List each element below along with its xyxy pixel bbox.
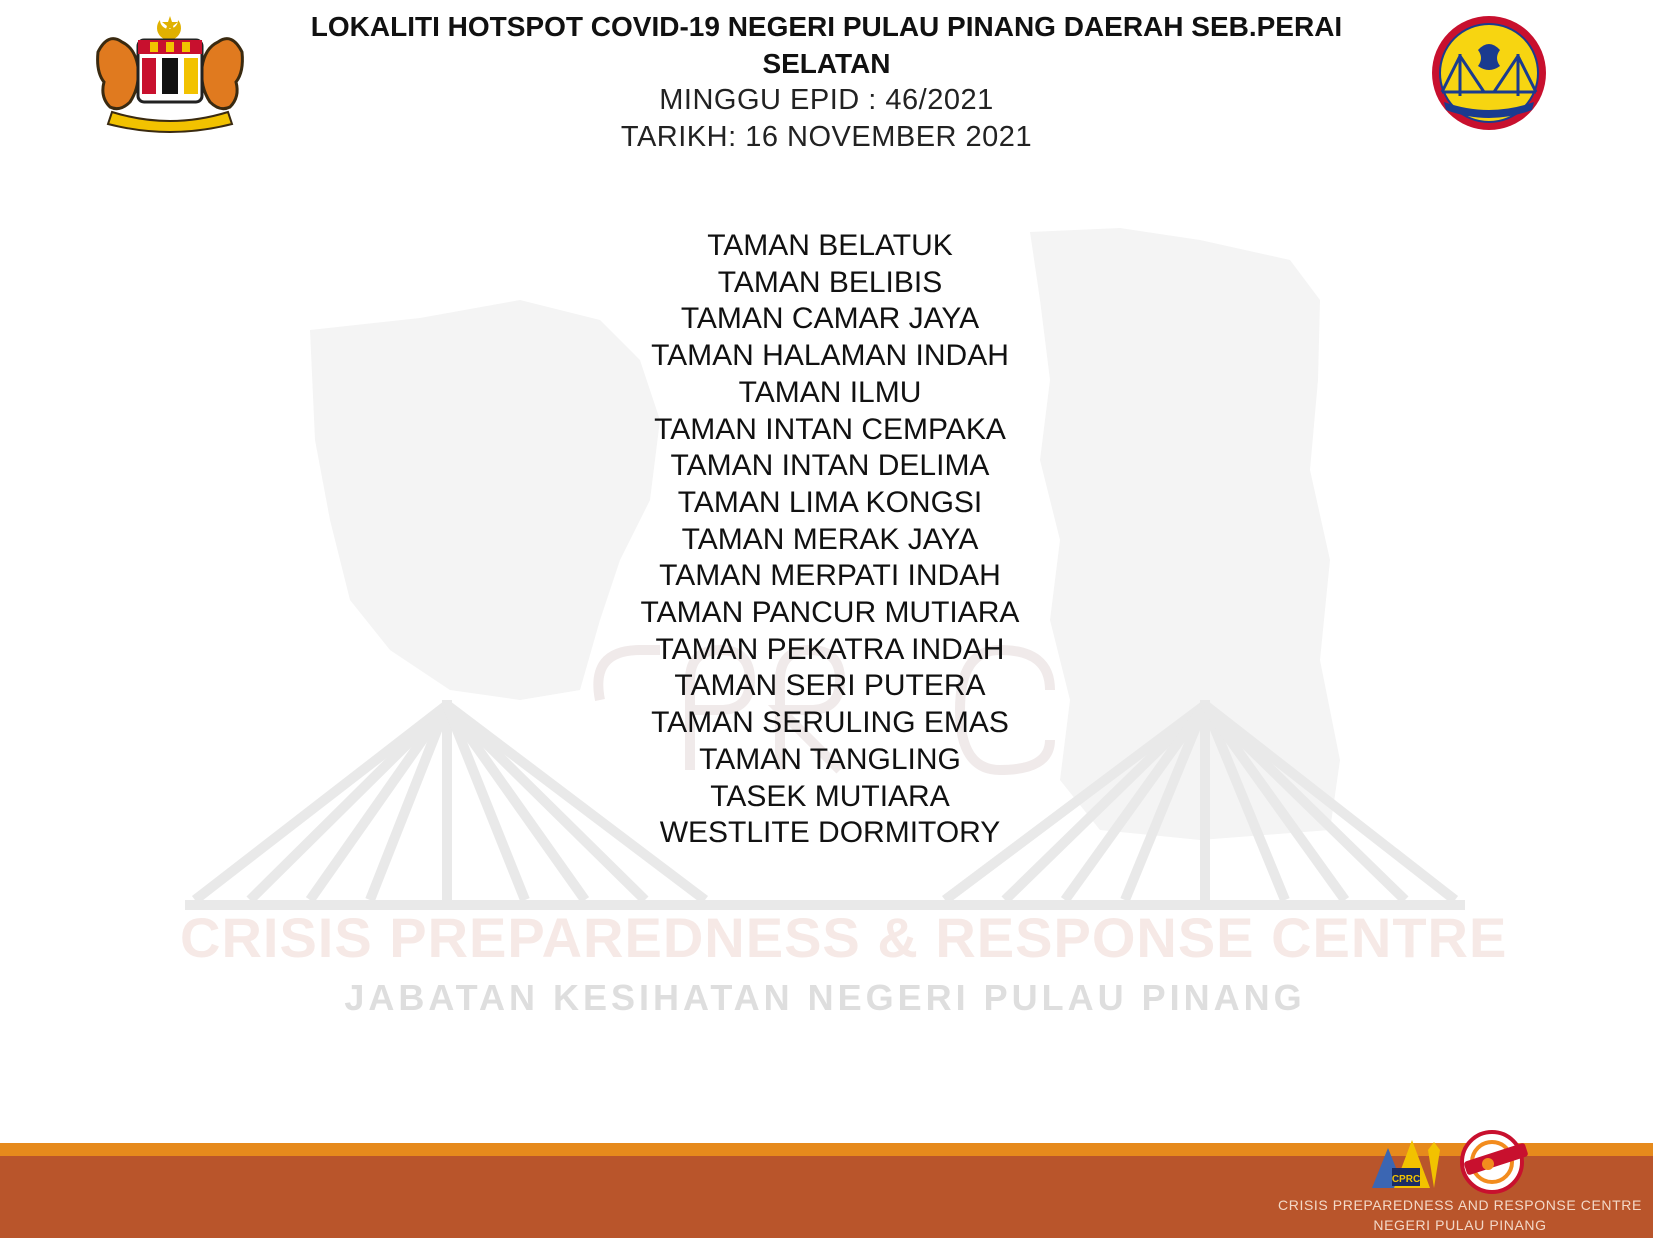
list-item: TASEK MUTIARA — [710, 779, 950, 813]
list-item: WESTLITE DORMITORY — [659, 816, 1001, 850]
watermark-subtitle: JABATAN KESIHATAN NEGERI PULAU PINANG — [344, 977, 1306, 1018]
list-item: TAMAN SERI PUTERA — [674, 669, 986, 703]
list-item: TAMAN INTAN DELIMA — [670, 449, 990, 483]
penang-emblem-logo — [1428, 14, 1550, 132]
list-item: TAMAN TANGLING — [699, 742, 961, 776]
epid-week: MINGGU EPID : 46/2021 — [659, 84, 994, 116]
watermark-title: CRISIS PREPAREDNESS & RESPONSE CENTRE — [180, 906, 1508, 969]
hotspot-locality-list — [530, 228, 1130, 852]
document-header — [270, 8, 1383, 156]
cprc-logo-icon — [1372, 1140, 1440, 1188]
footer-line-2: NEGERI PULAU PINANG — [1373, 1217, 1547, 1233]
svg-text:CPRC: CPRC — [1391, 1174, 1421, 1185]
covid-19-campaign-logo-icon — [1462, 1132, 1529, 1192]
list-item: TAMAN BELATUK — [707, 229, 953, 262]
list-item: TAMAN MERAK JAYA — [681, 522, 979, 556]
footer-organization-text — [1270, 1195, 1650, 1235]
list-item: TAMAN ILMU — [738, 375, 922, 409]
list-item: TAMAN MERPATI INDAH — [659, 559, 1001, 593]
list-item: TAMAN BELIBIS — [717, 265, 943, 299]
list-item: TAMAN HALAMAN INDAH — [651, 339, 1009, 373]
list-item: TAMAN SERULING EMAS — [651, 706, 1009, 740]
list-item: TAMAN PEKATRA INDAH — [655, 632, 1005, 666]
list-item: TAMAN PANCUR MUTIARA — [640, 596, 1020, 630]
footer-line-1: CRISIS PREPAREDNESS AND RESPONSE CENTRE — [1278, 1197, 1642, 1213]
list-item: TAMAN INTAN CEMPAKA — [654, 412, 1006, 446]
footer-logos — [1368, 1128, 1536, 1196]
list-item: TAMAN CAMAR JAYA — [680, 302, 980, 336]
malaysia-coat-of-arms-logo — [90, 12, 250, 134]
list-item: TAMAN LIMA KONGSI — [677, 485, 983, 519]
page-title-line-1: LOKALITI HOTSPOT COVID-19 NEGERI PULAU PINANG DAERAH SEB.PERAI — [310, 11, 1343, 42]
page-title-line-2: SELATAN — [762, 48, 891, 79]
report-date: TARIKH: 16 NOVEMBER 2021 — [620, 121, 1033, 153]
